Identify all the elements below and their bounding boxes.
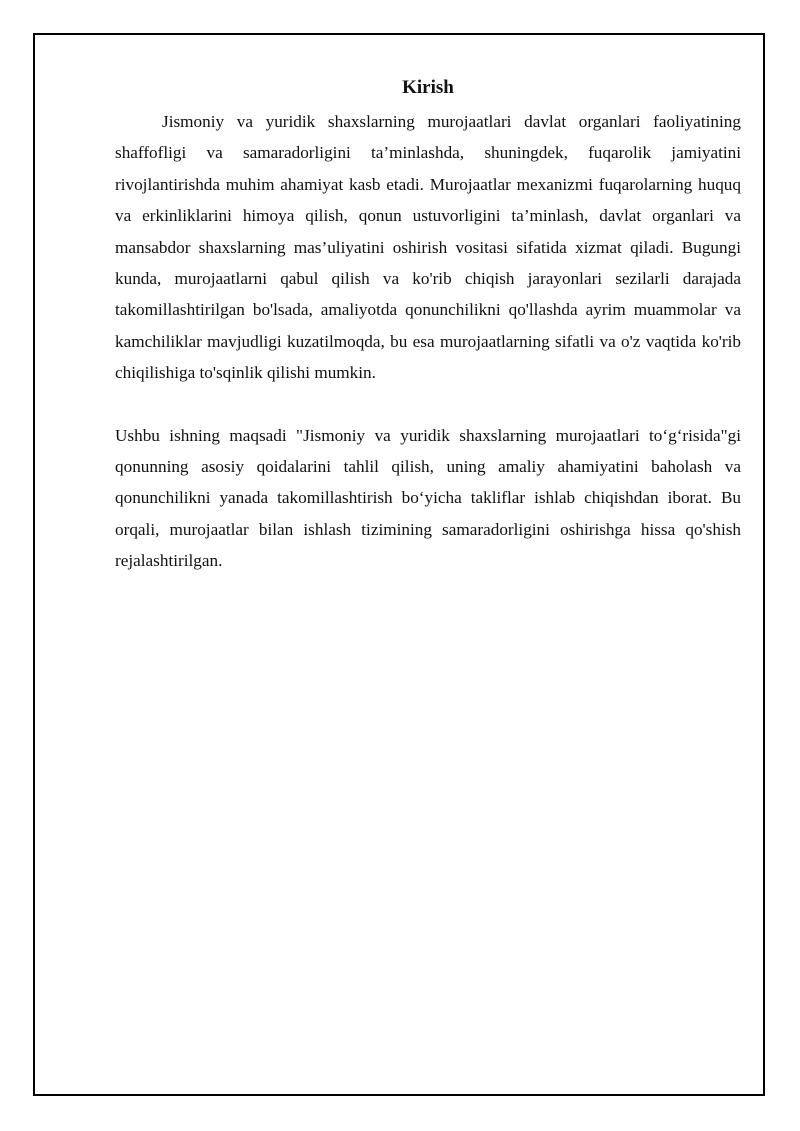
document-body <box>115 76 741 577</box>
document-title: Kirish <box>402 77 454 98</box>
paragraph-introduction: Jismoniy va yuridik shaxslarning murojaatlari davlat organlari faoliyatining shaffofligi va samaradorligini ta’minlashda, shuningdek, fuqarolik jamiyatini rivojlantirishda muhim ahamiyat kasb etadi. Murojaatlar mexanizmi fuqarolarning huquq va erkinliklarini himoya qilish, qonun ustuvorligini ta’minlash, davlat organlari va mansabdor shaxslarning mas’uliyatini oshirish vositasi sifatida xizmat qiladi. Bugungi kunda, murojaatlarni qabul qilish va ko'rib chiqish jarayonlari sezilarli darajada takomillashtirilgan bo'lsada, amaliyotda qonunchilikni qo'llashda ayrim muammolar va kamchiliklar mavjudligi kuzatilmoqda, bu esa murojaatlarning sifatli va o'z vaqtida ko'rib chiqilishiga to'sqinlik qilishi mumkin. <box>115 112 741 383</box>
paragraph-purpose: Ushbu ishning maqsadi "Jismoniy va yuridik shaxslarning murojaatlari to‘g‘risida"gi qonunning asosiy qoidalarini tahlil qilish, uning amaliy ahamiyatini baholash va qonunchilikni yanada takomillashtirish bo‘yicha takliflar ishlab chiqishdan iborat. Bu orqali, murojaatlar bilan ishlash tizimining samaradorligini oshirishga hissa qo'shish rejalashtirilgan. <box>115 425 741 571</box>
